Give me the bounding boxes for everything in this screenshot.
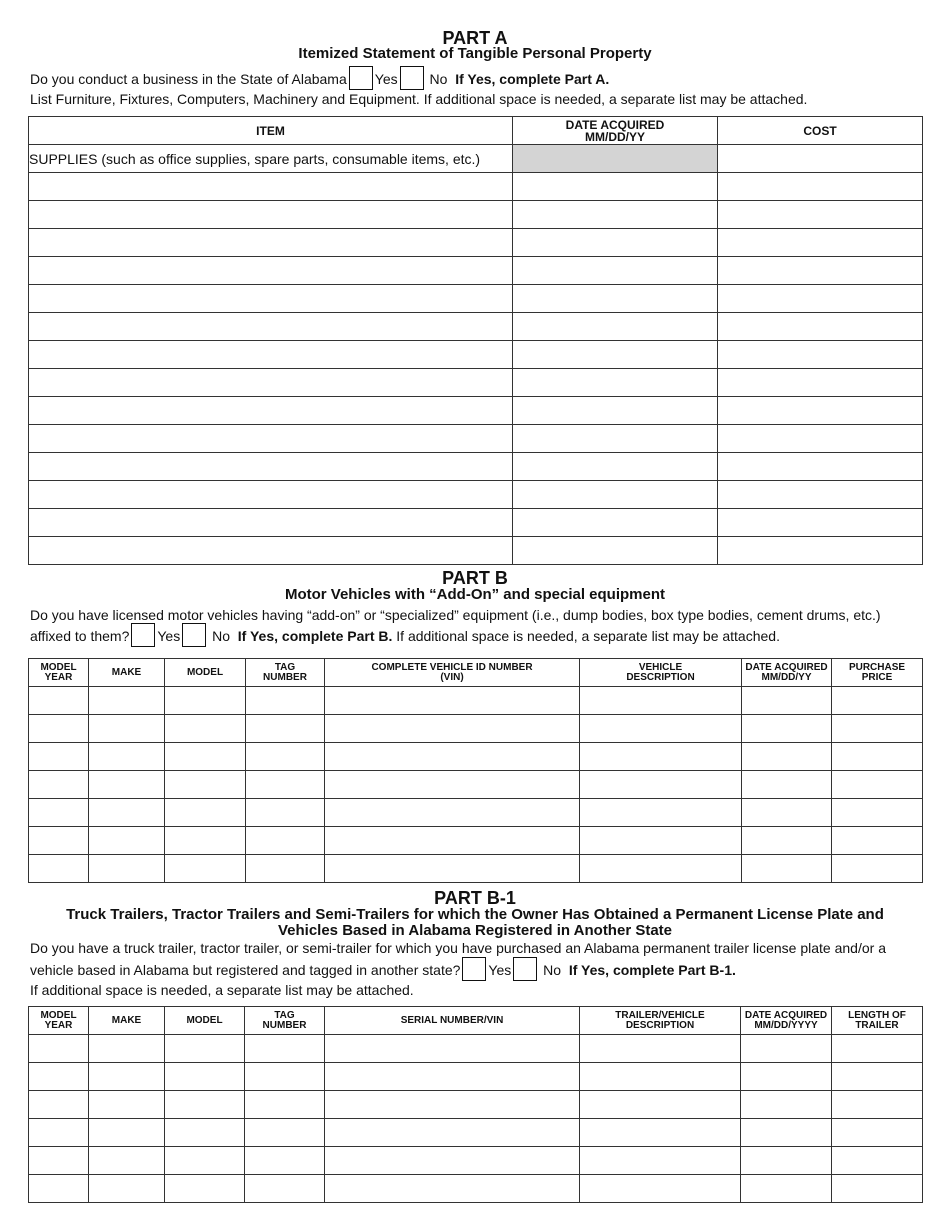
- part-a-table-cell[interactable]: [718, 425, 923, 453]
- part-a-table: [28, 116, 923, 565]
- supplies-date-cell-shaded: [513, 145, 718, 173]
- part-a-instruction: If Yes, complete Part A.: [455, 71, 610, 87]
- part-b-instruction-rest: If additional space is needed, a separate list may be attached.: [396, 628, 780, 644]
- part-b1-table-cell[interactable]: [89, 1063, 165, 1091]
- part-a-no-label: No: [429, 71, 448, 87]
- part-b-table-row: [29, 715, 923, 743]
- part-b-table-row: [29, 827, 923, 855]
- part-a-table-row: [29, 257, 923, 285]
- part-a-table-cell[interactable]: [29, 229, 513, 257]
- part-b1-table-cell[interactable]: [29, 1035, 89, 1063]
- part-b-table-cell[interactable]: [325, 827, 580, 855]
- part-a-table-cell[interactable]: [29, 257, 513, 285]
- part-b1-table-cell[interactable]: [29, 1147, 89, 1175]
- part-a-table-row: [29, 537, 923, 565]
- part-b1-subtitle-line1: Truck Trailers, Tractor Trailers and Semi-Trailers for which the Owner Has Obtained a Permanent License Plate and: [66, 906, 884, 923]
- part-a-table-cell[interactable]: [718, 229, 923, 257]
- part-b1-table-cell[interactable]: [89, 1091, 165, 1119]
- part-b1-table-cell[interactable]: [325, 1091, 580, 1119]
- part-a-table-cell[interactable]: [718, 397, 923, 425]
- part-b1-table-cell[interactable]: [325, 1119, 580, 1147]
- part-b1-table-cell[interactable]: [832, 1119, 923, 1147]
- part-a-table-cell[interactable]: [513, 425, 718, 453]
- part-b1-table-cell[interactable]: [325, 1147, 580, 1175]
- part-b1-table-cell[interactable]: [245, 1119, 325, 1147]
- part-b1-table-cell[interactable]: [832, 1175, 923, 1203]
- part-b1-col-header: TAG NUMBER: [245, 1007, 325, 1035]
- part-b-table-cell[interactable]: [832, 799, 923, 827]
- part-b1-table-cell[interactable]: [832, 1035, 923, 1063]
- part-b-table-cell[interactable]: [742, 687, 832, 715]
- part-a-table-cell[interactable]: [29, 481, 513, 509]
- part-b-col-header: MODEL YEAR: [29, 659, 89, 687]
- part-a-table-row: [29, 173, 923, 201]
- part-b1-table-row: [29, 1063, 923, 1091]
- part-b1-table-cell[interactable]: [29, 1091, 89, 1119]
- part-b-table-cell[interactable]: [742, 799, 832, 827]
- part-b-table-cell[interactable]: [165, 687, 246, 715]
- part-a-table-row: [29, 229, 923, 257]
- part-a-table-row: [29, 201, 923, 229]
- col-header-date-acquired: DATE ACQUIRED MM/DD/YY: [513, 117, 718, 145]
- part-b1-yes-checkbox[interactable]: [462, 957, 486, 981]
- part-b1-col-header: MODEL YEAR: [29, 1007, 89, 1035]
- part-b-table-cell[interactable]: [89, 687, 165, 715]
- part-a-table-row: [29, 313, 923, 341]
- part-a-table-cell[interactable]: [29, 173, 513, 201]
- part-a-list-note: List Furniture, Fixtures, Computers, Machinery and Equipment. If additional space is needed, a separate list may be attached.: [30, 91, 808, 107]
- part-a-table-cell[interactable]: [513, 229, 718, 257]
- part-b1-table-cell[interactable]: [325, 1063, 580, 1091]
- part-b1-table-cell[interactable]: [580, 1119, 741, 1147]
- part-b-table-cell[interactable]: [246, 687, 325, 715]
- part-a-table-cell[interactable]: [29, 313, 513, 341]
- part-a-table-row: [29, 285, 923, 313]
- part-a-no-checkbox[interactable]: [400, 66, 424, 90]
- part-b-table: [28, 658, 923, 883]
- part-b1-question: vehicle based in Alabama but registered and tagged in another state?: [30, 962, 461, 978]
- part-b1-instruction: If Yes, complete Part B-1.: [568, 962, 736, 978]
- part-a-table-cell[interactable]: [513, 173, 718, 201]
- part-b-table-row: [29, 771, 923, 799]
- part-b-table-row: [29, 743, 923, 771]
- part-b-table-cell[interactable]: [165, 743, 246, 771]
- part-b1-table-cell[interactable]: [580, 1063, 741, 1091]
- part-b-table-cell[interactable]: [246, 799, 325, 827]
- part-a-table-cell[interactable]: [513, 285, 718, 313]
- part-a-question-line: [30, 70, 609, 90]
- part-b-table-cell[interactable]: [246, 743, 325, 771]
- part-b1-yes-label: Yes: [488, 962, 512, 978]
- part-a-table-cell[interactable]: [29, 453, 513, 481]
- part-a-table-row: [29, 481, 923, 509]
- part-b-table-cell[interactable]: [832, 743, 923, 771]
- part-b-table-cell[interactable]: [325, 799, 580, 827]
- part-b-table-row: [29, 687, 923, 715]
- part-b1-table-cell[interactable]: [89, 1147, 165, 1175]
- col-header-item: ITEM: [29, 117, 513, 145]
- part-a-table-cell[interactable]: [718, 201, 923, 229]
- part-b1-question-line2: [30, 961, 736, 981]
- part-b-table-cell[interactable]: [580, 799, 742, 827]
- part-a-table-cell[interactable]: [29, 425, 513, 453]
- supplies-item-cell: SUPPLIES (such as office supplies, spare parts, consumable items, etc.): [29, 145, 513, 173]
- part-b1-title: PART B-1: [434, 888, 516, 908]
- part-b1-no-label: No: [543, 962, 562, 978]
- part-a-table-cell[interactable]: [513, 509, 718, 537]
- part-b1-question-line1: Do you have a truck trailer, tractor trailer, or semi-trailer for which you have purchased an Alabama permanent trailer license plate and/or a: [30, 940, 886, 956]
- part-b1-table-cell[interactable]: [89, 1119, 165, 1147]
- part-b-table-cell[interactable]: [165, 827, 246, 855]
- part-b-table-cell[interactable]: [246, 827, 325, 855]
- part-b-table-cell[interactable]: [89, 715, 165, 743]
- part-b1-table-cell[interactable]: [165, 1175, 245, 1203]
- part-a-table-cell[interactable]: [718, 481, 923, 509]
- part-b-table-cell[interactable]: [246, 771, 325, 799]
- part-b-table-row: [29, 855, 923, 883]
- part-b1-table-cell[interactable]: [29, 1175, 89, 1203]
- part-b-table-cell[interactable]: [89, 771, 165, 799]
- part-b-table-cell[interactable]: [89, 799, 165, 827]
- part-b-table-cell[interactable]: [580, 771, 742, 799]
- part-b1-subtitle-line2: Vehicles Based in Alabama Registered in Another State: [277, 922, 672, 939]
- part-b1-col-header: MODEL: [165, 1007, 245, 1035]
- part-b-table-cell[interactable]: [165, 799, 246, 827]
- part-b1-table-cell[interactable]: [245, 1063, 325, 1091]
- part-b-table-cell[interactable]: [165, 855, 246, 883]
- part-b-title: PART B: [442, 568, 508, 588]
- part-b-table-cell[interactable]: [325, 743, 580, 771]
- part-b1-table-cell[interactable]: [325, 1035, 580, 1063]
- supplies-cost-cell[interactable]: [718, 145, 923, 173]
- part-b1-table-cell[interactable]: [165, 1091, 245, 1119]
- part-b1-table-cell[interactable]: [832, 1147, 923, 1175]
- part-b1-table-cell[interactable]: [741, 1175, 832, 1203]
- part-a-table-cell[interactable]: [513, 481, 718, 509]
- part-b1-no-checkbox[interactable]: [513, 957, 537, 981]
- part-b-table-cell[interactable]: [580, 687, 742, 715]
- part-a-table-row: [29, 453, 923, 481]
- part-a-table-cell[interactable]: [718, 257, 923, 285]
- part-b-table-cell[interactable]: [29, 799, 89, 827]
- part-a-table-cell[interactable]: [513, 201, 718, 229]
- part-b-table-cell[interactable]: [325, 855, 580, 883]
- part-b-yes-checkbox[interactable]: [131, 623, 155, 647]
- part-b1-table-cell[interactable]: [832, 1091, 923, 1119]
- part-a-table-cell[interactable]: [718, 453, 923, 481]
- part-b-table-cell[interactable]: [29, 715, 89, 743]
- part-b1-table-cell[interactable]: [741, 1063, 832, 1091]
- col-header-cost: COST: [718, 117, 923, 145]
- part-a-question: Do you conduct a business in the State of Alabama: [30, 71, 347, 87]
- part-b-table-cell[interactable]: [325, 715, 580, 743]
- part-b-col-header: MAKE: [89, 659, 165, 687]
- part-a-table-row: [29, 341, 923, 369]
- part-b-table-cell[interactable]: [29, 771, 89, 799]
- part-b-table-cell[interactable]: [325, 687, 580, 715]
- part-b1-table-cell[interactable]: [741, 1119, 832, 1147]
- part-a-table-cell[interactable]: [718, 537, 923, 565]
- part-b-col-header: TAG NUMBER: [246, 659, 325, 687]
- part-a-yes-label: Yes: [374, 71, 398, 87]
- part-b-table-cell[interactable]: [742, 715, 832, 743]
- part-a-table-cell[interactable]: [513, 369, 718, 397]
- part-b1-header-row: [29, 1007, 923, 1035]
- part-b-table-cell[interactable]: [742, 743, 832, 771]
- part-b-table-cell[interactable]: [89, 855, 165, 883]
- part-b-table-cell[interactable]: [29, 855, 89, 883]
- part-b-no-checkbox[interactable]: [182, 623, 206, 647]
- part-b1-table-cell[interactable]: [245, 1175, 325, 1203]
- part-a-table-cell[interactable]: [513, 537, 718, 565]
- part-a-table-cell[interactable]: [29, 341, 513, 369]
- part-b-table-cell[interactable]: [89, 743, 165, 771]
- part-b1-table-cell[interactable]: [245, 1035, 325, 1063]
- part-b1-table-cell[interactable]: [580, 1147, 741, 1175]
- part-b-question-line2: [30, 627, 780, 647]
- part-a-table-cell[interactable]: [513, 341, 718, 369]
- part-b-table-cell[interactable]: [832, 827, 923, 855]
- part-b-header-row: [29, 659, 923, 687]
- part-b1-table-row: [29, 1175, 923, 1203]
- part-b-table-cell[interactable]: [832, 771, 923, 799]
- part-b1-table-row: [29, 1035, 923, 1063]
- supplies-row: [29, 145, 923, 173]
- part-b-table-cell[interactable]: [742, 771, 832, 799]
- part-a-table-cell[interactable]: [718, 341, 923, 369]
- part-a-table-cell[interactable]: [718, 509, 923, 537]
- part-b-col-header: DATE ACQUIRED MM/DD/YY: [742, 659, 832, 687]
- part-a-table-cell[interactable]: [29, 369, 513, 397]
- part-b1-table-cell[interactable]: [165, 1147, 245, 1175]
- part-b1-table-cell[interactable]: [89, 1175, 165, 1203]
- part-a-table-cell[interactable]: [513, 397, 718, 425]
- part-a-table-cell[interactable]: [513, 257, 718, 285]
- part-a-title: PART A: [442, 28, 508, 48]
- part-b-table-cell[interactable]: [580, 743, 742, 771]
- part-b-table-cell[interactable]: [832, 855, 923, 883]
- part-b-table-cell[interactable]: [832, 687, 923, 715]
- part-b-question: affixed to them?: [30, 628, 130, 644]
- part-a-header-row: [29, 117, 923, 145]
- part-b1-table-cell[interactable]: [165, 1035, 245, 1063]
- part-a-yes-checkbox[interactable]: [349, 66, 373, 90]
- part-b-table-cell[interactable]: [580, 715, 742, 743]
- part-a-table-cell[interactable]: [513, 313, 718, 341]
- part-a-table-cell[interactable]: [29, 509, 513, 537]
- part-a-table-cell[interactable]: [718, 313, 923, 341]
- part-b1-table-row: [29, 1119, 923, 1147]
- part-a-table-cell[interactable]: [718, 173, 923, 201]
- part-b1-col-header: TRAILER/VEHICLE DESCRIPTION: [580, 1007, 741, 1035]
- part-a-table-row: [29, 425, 923, 453]
- part-b-table-cell[interactable]: [29, 687, 89, 715]
- part-a-table-cell[interactable]: [513, 453, 718, 481]
- part-b1-table-row: [29, 1091, 923, 1119]
- part-b-table-cell[interactable]: [325, 771, 580, 799]
- part-b1-table-cell[interactable]: [741, 1035, 832, 1063]
- part-b-col-header: COMPLETE VEHICLE ID NUMBER (VIN): [325, 659, 580, 687]
- part-b1-col-header: LENGTH OF TRAILER: [832, 1007, 923, 1035]
- part-b1-table-cell[interactable]: [29, 1063, 89, 1091]
- part-b1-table-cell[interactable]: [165, 1119, 245, 1147]
- part-a-table-cell[interactable]: [29, 285, 513, 313]
- part-b1-col-header: MAKE: [89, 1007, 165, 1035]
- part-b-question-line1: Do you have licensed motor vehicles having “add-on” or “specialized” equipment (i.e., dump bodies, box type bodies, cement drums, etc.): [30, 607, 881, 623]
- part-b-table-row: [29, 799, 923, 827]
- part-b1-col-header: SERIAL NUMBER/VIN: [325, 1007, 580, 1035]
- part-a-table-cell[interactable]: [718, 285, 923, 313]
- part-a-table-row: [29, 397, 923, 425]
- part-b1-table-cell[interactable]: [29, 1119, 89, 1147]
- part-b1-table-row: [29, 1147, 923, 1175]
- part-b-col-header: VEHICLE DESCRIPTION: [580, 659, 742, 687]
- part-b1-col-header: DATE ACQUIRED MM/DD/YYYY: [741, 1007, 832, 1035]
- part-a-table-cell[interactable]: [29, 397, 513, 425]
- part-b1-table-cell[interactable]: [741, 1147, 832, 1175]
- part-b-yes-label: Yes: [157, 628, 181, 644]
- part-b-table-cell[interactable]: [89, 827, 165, 855]
- part-b-table-cell[interactable]: [832, 715, 923, 743]
- part-b-table-cell[interactable]: [246, 855, 325, 883]
- part-b1-table: [28, 1006, 923, 1203]
- part-b1-table-cell[interactable]: [165, 1063, 245, 1091]
- part-b-table-cell[interactable]: [29, 743, 89, 771]
- part-a-subtitle: Itemized Statement of Tangible Personal Property: [298, 45, 652, 62]
- part-b-table-cell[interactable]: [165, 771, 246, 799]
- part-b1-table-cell[interactable]: [741, 1091, 832, 1119]
- part-b-table-cell[interactable]: [165, 715, 246, 743]
- part-b-table-cell[interactable]: [580, 827, 742, 855]
- part-a-table-cell[interactable]: [29, 201, 513, 229]
- part-b1-table-cell[interactable]: [580, 1175, 741, 1203]
- part-b1-table-cell[interactable]: [580, 1035, 741, 1063]
- part-a-table-row: [29, 369, 923, 397]
- part-b1-table-cell[interactable]: [89, 1035, 165, 1063]
- part-b-no-label: No: [212, 628, 231, 644]
- part-a-table-cell[interactable]: [718, 369, 923, 397]
- part-b-subtitle: Motor Vehicles with “Add-On” and special equipment: [284, 586, 666, 603]
- part-b-instruction: If Yes, complete Part B.: [237, 628, 393, 644]
- part-b-table-cell[interactable]: [742, 855, 832, 883]
- part-b1-table-cell[interactable]: [580, 1091, 741, 1119]
- part-b1-table-cell[interactable]: [245, 1091, 325, 1119]
- part-b-table-cell[interactable]: [246, 715, 325, 743]
- part-b-col-header: PURCHASE PRICE: [832, 659, 923, 687]
- part-b1-note: If additional space is needed, a separate list may be attached.: [30, 982, 414, 998]
- part-b1-table-cell[interactable]: [832, 1063, 923, 1091]
- part-b-col-header: MODEL: [165, 659, 246, 687]
- part-b-table-cell[interactable]: [580, 855, 742, 883]
- part-b1-table-cell[interactable]: [325, 1175, 580, 1203]
- part-b1-table-cell[interactable]: [245, 1147, 325, 1175]
- part-a-table-cell[interactable]: [29, 537, 513, 565]
- part-b-table-cell[interactable]: [742, 827, 832, 855]
- part-b-table-cell[interactable]: [29, 827, 89, 855]
- part-a-table-row: [29, 509, 923, 537]
